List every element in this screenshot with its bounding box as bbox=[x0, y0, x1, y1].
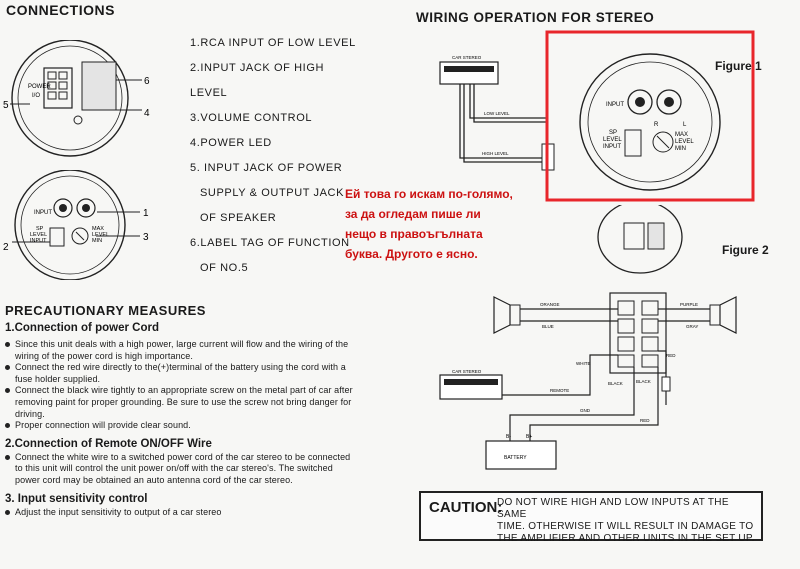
section-heading: 2.Connection of Remote ON/OFF Wire bbox=[5, 437, 212, 450]
high-level-label: HIGH LEVEL bbox=[482, 151, 509, 156]
callout-5: 5 bbox=[3, 100, 9, 111]
precautions-title: PRECAUTIONARY MEASURES bbox=[5, 303, 206, 318]
figure1-label: Figure 1 bbox=[715, 59, 762, 73]
bullet-item: Proper connection will provide clear sound. bbox=[5, 420, 357, 432]
min-label: MIN bbox=[92, 238, 103, 244]
section-heading: 3. Input sensitivity control bbox=[5, 492, 148, 505]
power-label: POWER bbox=[28, 84, 51, 90]
amplifier-top-panel-diagram bbox=[0, 40, 160, 160]
caution-box bbox=[419, 491, 763, 544]
list-item: 5. INPUT JACK OF POWER bbox=[190, 162, 343, 174]
handwritten-note: Ей това го искам по-голямо, за да огледам пише ли нещо в правоъгълната буква. Другото е ясно. bbox=[345, 187, 513, 261]
callout-6: 6 bbox=[144, 76, 150, 87]
max-label: MAX bbox=[92, 226, 104, 232]
callout-3: 3 bbox=[143, 232, 149, 243]
caution-title: CAUTION: bbox=[429, 499, 503, 516]
callout-2: 2 bbox=[3, 242, 9, 253]
wire-purple: PURPLE bbox=[680, 302, 699, 307]
precautions-body bbox=[5, 322, 357, 518]
highlight-box bbox=[547, 32, 753, 200]
bullet-item: Connect the white wire to a switched power cord of the car stereo to be connected to this unit will control the unit power on/off with the car stereo's. The switched power cord may be obtained an auto antenna cord of the car stereo. bbox=[5, 452, 357, 487]
fig1-r-label: R bbox=[654, 122, 659, 128]
wire-black: BLACK bbox=[608, 381, 623, 386]
callout-4: 4 bbox=[144, 108, 150, 119]
connections-list bbox=[190, 31, 360, 281]
wire-blue: BLUE bbox=[542, 324, 554, 329]
fig1-l-label: L bbox=[683, 122, 687, 128]
list-item: SUPPLY & OUTPUT JACK bbox=[200, 187, 345, 199]
level-label: LEVEL bbox=[30, 232, 48, 238]
figure1-unit-diagram bbox=[545, 30, 755, 202]
bullet-item: Since this unit deals with a high power, large current will flow and the wiring of the wiring of the power cord is high importance. bbox=[5, 339, 357, 362]
bullet-item: Adjust the input sensitivity to output of a car stereo bbox=[5, 507, 357, 519]
list-item: 3.VOLUME CONTROL bbox=[190, 112, 313, 124]
car-stereo-label: CAR STEREO bbox=[452, 55, 482, 60]
list-item: 1.RCA INPUT OF LOW LEVEL bbox=[190, 37, 356, 49]
callout-1: 1 bbox=[143, 208, 149, 219]
wire-orange: ORANGE bbox=[540, 302, 560, 307]
fig1-input-label: INPUT bbox=[606, 102, 624, 108]
wire-black2: BLACK bbox=[636, 379, 651, 384]
sp-label: SP bbox=[36, 226, 44, 232]
fig1-level2-label: LEVEL bbox=[675, 139, 694, 145]
fig1-level-label: LEVEL bbox=[603, 137, 622, 143]
wire-remote: REMOTE bbox=[550, 388, 570, 393]
wiring-title: WIRING OPERATION FOR STEREO bbox=[416, 10, 655, 25]
figure1-wiring-diagram bbox=[430, 40, 560, 180]
fig1-sp-label: SP bbox=[609, 130, 618, 136]
list-item: 2.INPUT JACK OF HIGH LEVEL bbox=[190, 62, 325, 99]
connections-title: CONNECTIONS bbox=[6, 2, 115, 18]
wire-red: RED bbox=[666, 353, 676, 358]
fig1-input2-label: INPUT bbox=[603, 144, 621, 150]
fig2-car-stereo-label: CAR STEREO bbox=[452, 369, 482, 374]
fig1-max-label: MAX bbox=[675, 132, 689, 138]
wire-gray: GRAY bbox=[686, 324, 699, 329]
wire-gnd: GND bbox=[580, 408, 590, 413]
bullet-item: Connect the red wire directly to the(+)terminal of the battery using the cord with a fuse holder supplied. bbox=[5, 362, 357, 385]
amplifier-bottom-panel-diagram bbox=[0, 170, 165, 280]
battery-label: BATTERY bbox=[504, 455, 527, 461]
caution-text: DO NOT WIRE HIGH AND LOW INPUTS AT THE SAME TIME. OTHERWISE IT WILL RESULT IN DAMAGE TO THE AMPLIFIER AND OTHER UNITS IN THE SET UP. bbox=[497, 497, 755, 544]
figure2-wiring-diagram bbox=[430, 205, 745, 480]
bullet-item: Connect the black wire tightly to an appropriate screw on the metal part of car after removing paint for proper grounding. Be sure to use the screw not bring danger for driving. bbox=[5, 385, 357, 420]
fig1-min-label: MIN bbox=[675, 146, 686, 152]
list-item: OF NO.5 bbox=[200, 262, 249, 274]
battery-minus: B- bbox=[506, 434, 511, 440]
wire-red2: RED bbox=[640, 418, 650, 423]
figure2-label: Figure 2 bbox=[722, 243, 769, 257]
input-label: INPUT bbox=[34, 210, 52, 216]
list-item: OF SPEAKER bbox=[200, 212, 277, 224]
wire-white: WHITE bbox=[576, 361, 591, 366]
list-item: 4.POWER LED bbox=[190, 137, 272, 149]
list-item: 6.LABEL TAG OF FUNCTION bbox=[190, 237, 350, 249]
input2-label: INPUT bbox=[30, 238, 47, 244]
low-level-label: LOW LEVEL bbox=[484, 111, 510, 116]
section-heading: 1.Connection of power Cord bbox=[5, 322, 159, 334]
battery-plus: B+ bbox=[526, 434, 533, 440]
level2-label: LEVEL bbox=[92, 232, 110, 238]
io-label: I/O bbox=[32, 93, 41, 99]
